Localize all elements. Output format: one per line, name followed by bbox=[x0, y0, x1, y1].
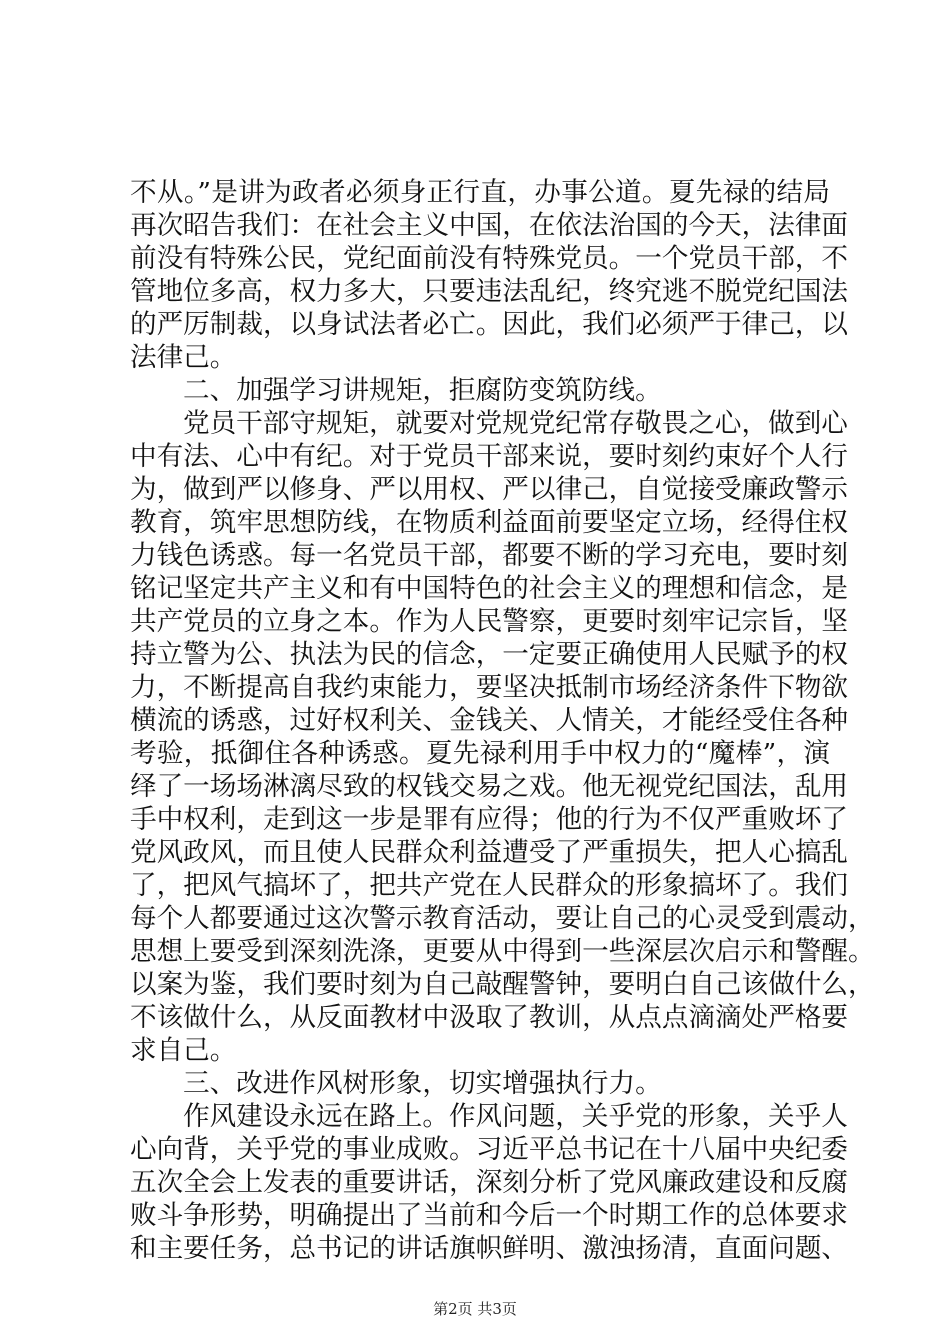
text-line: 持立警为公、执法为民的信念，一定要正确使用人民赋予的权 bbox=[130, 639, 849, 670]
text-line: 再次昭告我们：在社会主义中国，在依法治国的今天，法律面 bbox=[130, 210, 849, 241]
text-line: 的严厉制裁，以身试法者必亡。因此，我们必须严于律己，以 bbox=[130, 309, 849, 340]
text-line: 为，做到严以修身、严以用权、严以律己，自觉接受廉政警示 bbox=[130, 474, 849, 505]
text-line: 中有法、心中有纪。对于党员干部来说，要时刻约束好个人行 bbox=[130, 441, 849, 472]
text-line: 共产党员的立身之本。作为人民警察，更要时刻牢记宗旨，坚 bbox=[130, 606, 849, 637]
page-number: 第2页 共3页 bbox=[433, 1300, 517, 1318]
text-line: 前没有特殊公民，党纪面前没有特殊党员。一个党员干部，不 bbox=[130, 243, 849, 274]
text-line: 考验，抵御住各种诱惑。夏先禄利用手中权力的“魔棒”，演 bbox=[130, 738, 830, 769]
text-line: 每个人都要通过这次警示教育活动，要让自己的心灵受到震动， bbox=[130, 903, 875, 934]
body-text bbox=[130, 176, 875, 1265]
text-line: 教育，筑牢思想防线，在物质利益面前要坚定立场，经得住权 bbox=[130, 507, 849, 538]
paragraph-1 bbox=[130, 176, 849, 374]
text-line: 心向背，关乎党的事业成败。习近平总书记在十八届中央纪委 bbox=[130, 1134, 849, 1165]
section-heading-2 bbox=[130, 374, 830, 407]
paragraph-3 bbox=[130, 1100, 849, 1265]
text-line: 思想上要受到深刻洗涤，更要从中得到一些深层次启示和警醒。 bbox=[130, 936, 875, 967]
text-line: 铭记坚定共产主义和有中国特色的社会主义的理想和信念，是 bbox=[130, 573, 849, 604]
text-line: 五次全会上发表的重要讲话，深刻分析了党风廉政建设和反腐 bbox=[130, 1167, 849, 1198]
text-line: 不该做什么，从反面教材中汲取了教训，从点点滴滴处严格要 bbox=[130, 1002, 849, 1033]
text-line: 和主要任务，总书记的讲话旗帜鲜明、激浊扬清，直面问题、 bbox=[130, 1233, 849, 1264]
heading-line: 三、改进作风树形象，切实增强执行力。 bbox=[183, 1068, 662, 1099]
text-line: 力钱色诱惑。每一名党员干部，都要不断的学习充电，要时刻 bbox=[130, 540, 849, 571]
text-line: 横流的诱惑，过好权利关、金钱关、人情关，才能经受住各种 bbox=[130, 705, 849, 736]
text-line: 不从。”是讲为政者必须身正行直，办事公道。夏先禄的结局 bbox=[130, 177, 830, 208]
text-line: 作风建设永远在路上。作风问题，关乎党的形象，关乎人 bbox=[183, 1101, 848, 1132]
text-line: 力，不断提高自我约束能力，要坚决抵制市场经济条件下物欲 bbox=[130, 672, 849, 703]
paragraph-2 bbox=[130, 407, 875, 1067]
text-line: 了，把风气搞坏了，把共产党在人民群众的形象搞坏了。我们 bbox=[130, 870, 849, 901]
text-line: 党员干部守规矩，就要对党规党纪常存敬畏之心，做到心 bbox=[183, 408, 848, 439]
text-line: 法律己。 bbox=[130, 342, 237, 373]
text-line: 党风政风，而且使人民群众利益遭受了严重损失，把人心搞乱 bbox=[130, 837, 849, 868]
text-line: 绎了一场场淋漓尽致的权钱交易之戏。他无视党纪国法，乱用 bbox=[130, 771, 849, 802]
text-line: 管地位多高，权力多大，只要违法乱纪，终究逃不脱党纪国法 bbox=[130, 276, 849, 307]
text-line: 手中权利，走到这一步是罪有应得；他的行为不仅严重败坏了 bbox=[130, 804, 849, 835]
text-line: 败斗争形势，明确提出了当前和今后一个时期工作的总体要求 bbox=[130, 1200, 849, 1231]
text-line: 求自己。 bbox=[130, 1035, 237, 1066]
page-footer bbox=[0, 1298, 950, 1319]
text-line: 以案为鉴，我们要时刻为自己敲醒警钟，要明白自己该做什么， bbox=[130, 969, 875, 1000]
section-heading-3 bbox=[130, 1067, 830, 1100]
heading-line: 二、加强学习讲规矩，拒腐防变筑防线。 bbox=[183, 375, 662, 406]
